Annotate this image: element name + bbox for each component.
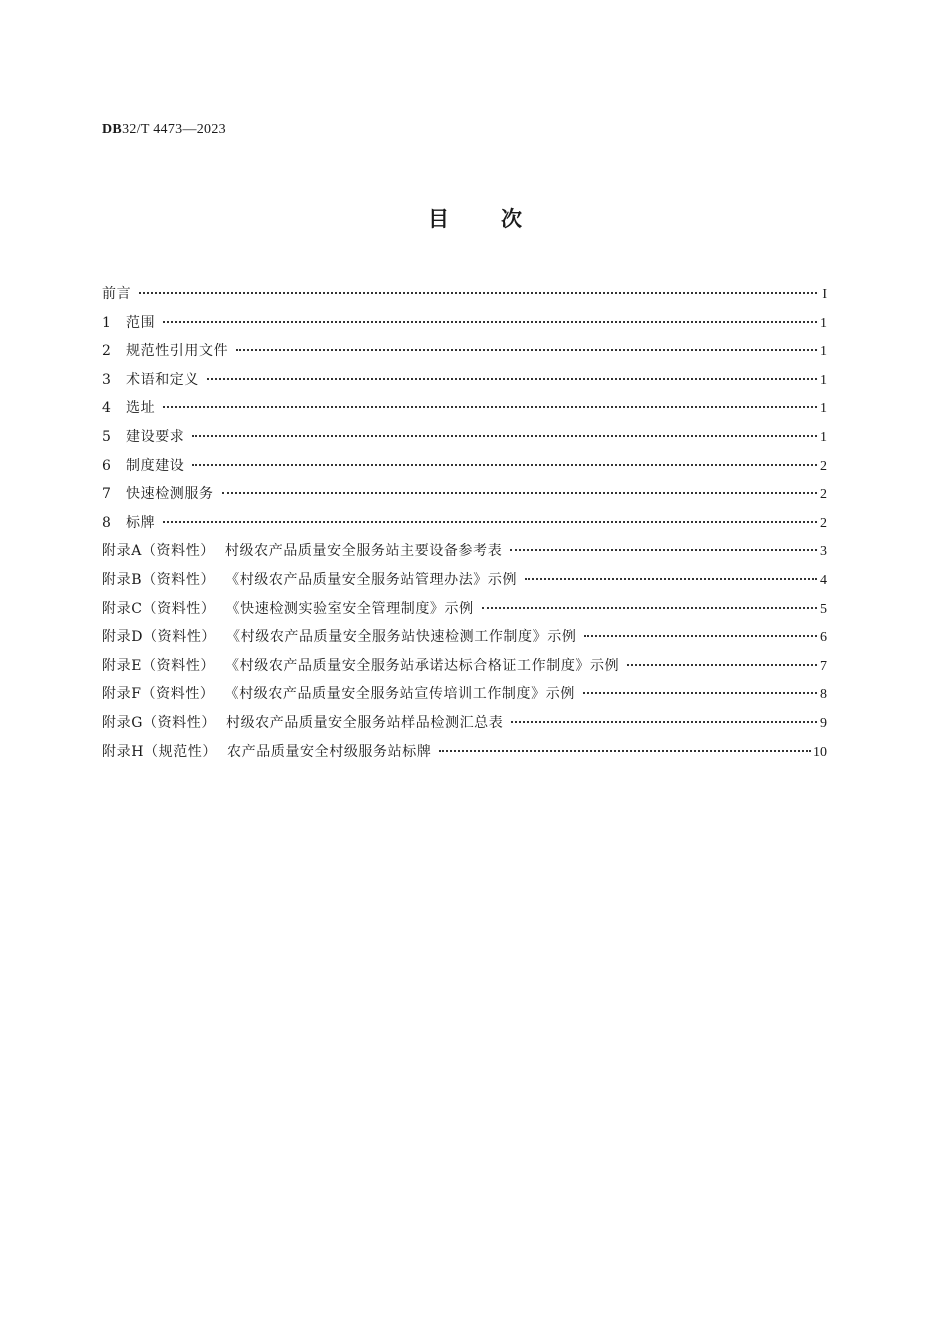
toc-entry-label [102, 709, 509, 738]
toc-entry-label [102, 652, 625, 681]
toc-entry-label [102, 680, 581, 709]
toc-entry[interactable] [102, 423, 827, 452]
toc-dot-leader [439, 749, 811, 752]
toc-dot-leader [584, 634, 817, 637]
toc-entry[interactable] [102, 394, 827, 423]
document-code-number: 32/T 4473—2023 [122, 122, 226, 137]
toc-entry-page: 4 [820, 572, 827, 588]
toc-entry-page: 6 [820, 630, 827, 646]
toc-entry-page: 1 [820, 315, 827, 331]
toc-entry-title: 选址 [126, 400, 156, 417]
toc-entry-label [102, 623, 582, 652]
toc-entry-label [102, 566, 523, 595]
toc-entry[interactable] [102, 680, 827, 709]
toc-entry-number: 3 [102, 371, 112, 388]
toc-entry-title: 制度建设 [126, 457, 185, 474]
toc-entry-title: 《村级农产品质量安全服务站快速检测工作制度》示例 [226, 629, 577, 646]
toc-entry-label [102, 309, 161, 338]
toc-dot-leader [163, 520, 817, 523]
toc-entry[interactable] [102, 738, 827, 767]
toc-entry-title: 范围 [126, 314, 156, 331]
toc-dot-leader [222, 491, 817, 494]
toc-dot-leader [192, 463, 817, 466]
page-title: 目次 [428, 207, 574, 231]
table-of-contents [102, 280, 827, 766]
toc-entry[interactable] [102, 480, 827, 509]
toc-entry-page: 2 [820, 458, 827, 474]
toc-entry-number: 附录B（资料性） [102, 571, 216, 588]
toc-entry-number: 附录A（资料性） [102, 543, 215, 560]
toc-entry-title: 标牌 [126, 514, 156, 531]
toc-entry-page: 5 [820, 601, 827, 617]
toc-entry-number: 附录D（资料性） [102, 629, 217, 646]
toc-entry-title: 术语和定义 [126, 371, 199, 388]
toc-entry-label [102, 595, 480, 624]
toc-entry-title: 《村级农产品质量安全服务站承诺达标合格证工作制度》示例 [225, 657, 620, 674]
toc-entry-number: 4 [102, 400, 112, 417]
toc-entry-label [102, 337, 234, 366]
toc-entry[interactable] [102, 366, 827, 395]
document-code-prefix: DB [102, 122, 123, 137]
toc-dot-leader [236, 348, 817, 351]
toc-dot-leader [627, 663, 817, 666]
toc-entry-label [102, 452, 190, 481]
toc-entry-number: 1 [102, 314, 112, 331]
toc-entry[interactable] [102, 652, 827, 681]
toc-entry-page: 1 [820, 429, 827, 445]
toc-dot-leader [163, 405, 817, 408]
toc-entry-label [102, 280, 137, 309]
toc-entry-page: 7 [820, 658, 827, 674]
toc-entry-title: 《村级农产品质量安全服务站宣传培训工作制度》示例 [224, 686, 575, 703]
toc-entry-number: 附录G（资料性） [102, 714, 216, 731]
toc-entry-page: I [822, 287, 827, 302]
toc-dot-leader [510, 548, 817, 551]
toc-dot-leader [583, 691, 817, 694]
toc-entry-title: 村级农产品质量安全服务站主要设备参考表 [224, 543, 503, 560]
toc-entry-number: 附录H（规范性） [102, 743, 218, 760]
toc-entry-title: 前言 [102, 286, 132, 302]
toc-entry-label [102, 537, 508, 566]
toc-entry-title: 农产品质量安全村级服务站标牌 [227, 743, 432, 760]
toc-entry[interactable] [102, 566, 827, 595]
toc-dot-leader [207, 377, 817, 380]
toc-entry-page: 3 [820, 544, 827, 560]
toc-entry-page: 2 [820, 515, 827, 531]
toc-entry[interactable] [102, 452, 827, 481]
toc-entry-title: 规范性引用文件 [126, 343, 229, 360]
toc-entry[interactable] [102, 509, 827, 538]
toc-entry-number: 附录F（资料性） [102, 686, 215, 703]
toc-entry-label [102, 509, 161, 538]
toc-entry-title: 建设要求 [126, 428, 185, 445]
toc-entry[interactable] [102, 280, 827, 309]
toc-entry-label [102, 366, 205, 395]
toc-entry-number: 8 [102, 514, 112, 531]
toc-entry-page: 1 [820, 344, 827, 360]
toc-entry[interactable] [102, 537, 827, 566]
toc-entry-page: 1 [820, 372, 827, 388]
toc-dot-leader [163, 320, 817, 323]
toc-entry-page: 10 [813, 744, 827, 760]
toc-entry-label [102, 394, 161, 423]
toc-entry-number: 附录C（资料性） [102, 600, 216, 617]
toc-entry-title: 《快速检测实验室安全管理制度》示例 [225, 600, 474, 617]
toc-dot-leader [139, 291, 817, 294]
toc-entry-number: 7 [102, 486, 112, 503]
document-code [102, 122, 226, 138]
toc-entry[interactable] [102, 595, 827, 624]
toc-entry[interactable] [102, 337, 827, 366]
toc-entry-page: 1 [820, 401, 827, 417]
toc-dot-leader [482, 606, 817, 609]
toc-entry-title: 快速检测服务 [126, 486, 214, 503]
toc-entry-title: 村级农产品质量安全服务站样品检测汇总表 [225, 714, 504, 731]
toc-entry[interactable] [102, 623, 827, 652]
toc-entry[interactable] [102, 309, 827, 338]
toc-entry-number: 5 [102, 428, 112, 445]
toc-entry-number: 2 [102, 343, 112, 360]
toc-dot-leader [525, 577, 817, 580]
toc-entry-label [102, 738, 437, 767]
toc-entry-page: 8 [820, 687, 827, 703]
toc-entry-title: 《村级农产品质量安全服务站管理办法》示例 [225, 571, 518, 588]
toc-entry-label [102, 480, 220, 509]
toc-dot-leader [511, 720, 817, 723]
toc-entry-number: 附录E（资料性） [102, 657, 216, 674]
toc-entry-page: 9 [820, 715, 827, 731]
toc-entry[interactable] [102, 709, 827, 738]
toc-dot-leader [192, 434, 817, 437]
toc-entry-label [102, 423, 190, 452]
toc-entry-page: 2 [820, 487, 827, 503]
toc-entry-number: 6 [102, 457, 112, 474]
